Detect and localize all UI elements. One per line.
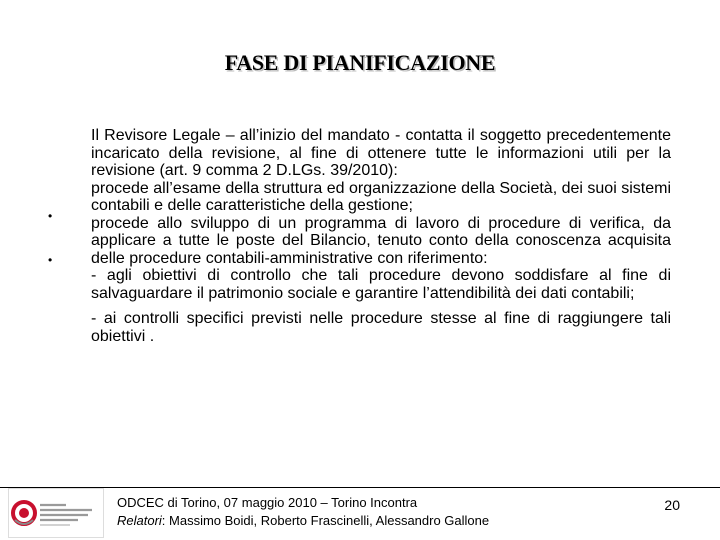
bullet-marker: • [48, 253, 53, 267]
odcec-torino-logo-icon [8, 488, 104, 538]
footer-speakers-names: : Massimo Boidi, Roberto Frascinelli, Alessandro Gallone [161, 513, 490, 528]
page-number: 20 [664, 497, 680, 513]
footer-speakers [117, 513, 489, 528]
bullet-item-structure: procede all’esame della struttura ed organizzazione della Società, dei suoi sistemi contabili e delle caratteristiche della gestione; [91, 179, 671, 214]
slide-body [91, 127, 671, 345]
sub-item-objectives: - agli obiettivi di controllo che tali procedure devono soddisfare al fine di salvaguardare il patrimonio sociale e garantire l’attendibilità dei dati contabili; [91, 267, 671, 302]
intro-paragraph: Il Revisore Legale – all’inizio del mandato - contatta il soggetto precedentemente incaricato della revisione, al fine di ottenere tutte le informazioni utili per la revisione (art. 9 comma 2 D.LGs. 39/2010): [91, 127, 671, 179]
sub-item-controls: - ai controlli specifici previsti nelle procedure stesse al fine di raggiungere tali obiettivi . [91, 310, 671, 345]
footer-divider [0, 487, 720, 488]
bullet-marker: • [48, 209, 53, 223]
footer-speakers-label: Relatori [117, 513, 162, 528]
slide-title: FASE DI PIANIFICAZIONE [224, 50, 496, 75]
bullet-item-program: procede allo sviluppo di un programma di lavoro di procedure di verifica, da applicare a tutte le poste del Bilancio, tenuto conto della conoscenza acquisita delle procedure contabili-amministrative con riferimento: [91, 214, 671, 267]
footer-event: ODCEC di Torino, 07 maggio 2010 – Torino Incontra [117, 495, 418, 510]
